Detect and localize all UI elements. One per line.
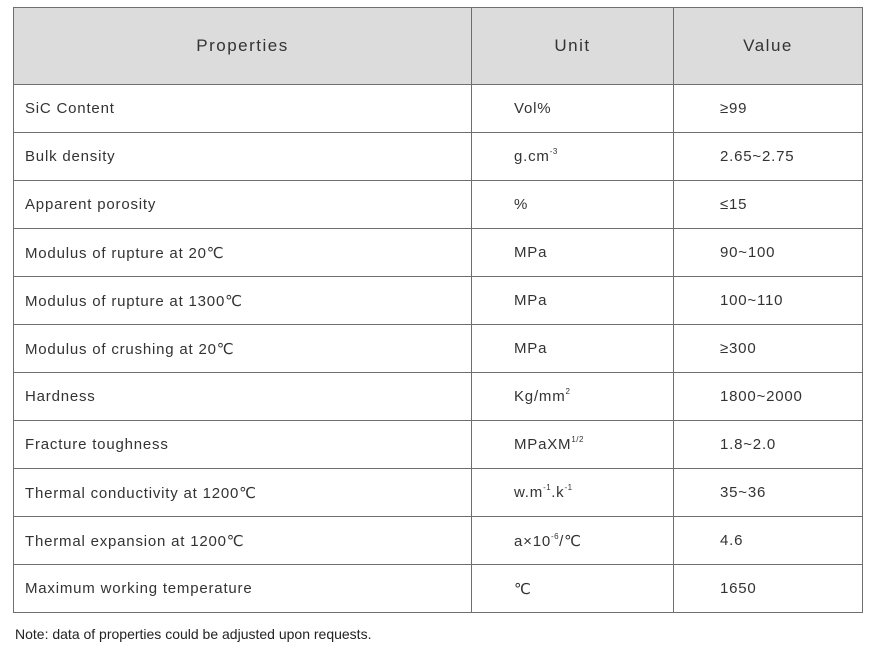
table-row <box>14 133 863 181</box>
properties-table <box>13 7 863 613</box>
property-cell: Thermal conductivity at 1200℃ <box>14 469 472 517</box>
table-row <box>14 229 863 277</box>
table-row <box>14 373 863 421</box>
unit-text: MPa <box>514 292 548 309</box>
table-row <box>14 517 863 565</box>
unit-cell <box>472 517 674 565</box>
unit-cell <box>472 133 674 181</box>
unit-cell <box>472 373 674 421</box>
unit-text: g.cm <box>514 148 550 165</box>
unit-text: a×10 <box>514 532 551 550</box>
unit-cell <box>472 181 674 229</box>
value-cell: 1650 <box>674 565 863 613</box>
header-unit: Unit <box>472 8 674 85</box>
unit-cell <box>472 325 674 373</box>
value-cell: 2.65~2.75 <box>674 133 863 181</box>
value-cell: 1800~2000 <box>674 373 863 421</box>
property-cell: Hardness <box>14 373 472 421</box>
unit-cell <box>472 85 674 133</box>
table-row <box>14 325 863 373</box>
unit-superscript: -6 <box>551 531 560 541</box>
footnote: Note: data of properties could be adjusted upon requests. <box>15 626 372 642</box>
value-cell: 90~100 <box>674 229 863 277</box>
unit-cell <box>472 565 674 613</box>
unit-text: ℃ <box>514 580 532 598</box>
property-cell: Modulus of crushing at 20℃ <box>14 325 472 373</box>
unit-cell <box>472 421 674 469</box>
property-cell: Modulus of rupture at 1300℃ <box>14 277 472 325</box>
unit-text-tail: /℃ <box>559 532 582 550</box>
value-cell: ≥300 <box>674 325 863 373</box>
unit-superscript: 1/2 <box>571 435 584 444</box>
unit-text: % <box>514 196 529 213</box>
property-cell: Thermal expansion at 1200℃ <box>14 517 472 565</box>
value-cell: ≤15 <box>674 181 863 229</box>
value-cell: 35~36 <box>674 469 863 517</box>
unit-text: MPaXM <box>514 436 572 453</box>
header-properties: Properties <box>14 8 472 85</box>
table-row <box>14 421 863 469</box>
value-cell: 100~110 <box>674 277 863 325</box>
unit-text: Kg/mm <box>514 388 566 405</box>
value-cell: ≥99 <box>674 85 863 133</box>
header-value: Value <box>674 8 863 85</box>
value-cell: 4.6 <box>674 517 863 565</box>
unit-text: MPa <box>514 340 548 357</box>
table-row <box>14 85 863 133</box>
table-row <box>14 277 863 325</box>
unit-superscript: -1 <box>564 483 573 492</box>
unit-text: MPa <box>514 244 548 261</box>
unit-cell <box>472 229 674 277</box>
unit-superscript: -3 <box>549 147 558 156</box>
unit-cell <box>472 277 674 325</box>
unit-superscript: 2 <box>565 387 571 396</box>
table-row <box>14 181 863 229</box>
property-cell: Fracture toughness <box>14 421 472 469</box>
property-cell: Modulus of rupture at 20℃ <box>14 229 472 277</box>
unit-text-tail: .k <box>551 484 565 501</box>
property-cell: SiC Content <box>14 85 472 133</box>
table-header-row <box>14 8 863 85</box>
unit-cell <box>472 469 674 517</box>
property-cell: Maximum working temperature <box>14 565 472 613</box>
value-cell: 1.8~2.0 <box>674 421 863 469</box>
property-cell: Bulk density <box>14 133 472 181</box>
table-row <box>14 565 863 613</box>
table-row <box>14 469 863 517</box>
unit-superscript: -1 <box>543 483 552 492</box>
property-cell: Apparent porosity <box>14 181 472 229</box>
unit-text: w.m <box>514 484 544 501</box>
unit-text: Vol% <box>514 100 552 117</box>
